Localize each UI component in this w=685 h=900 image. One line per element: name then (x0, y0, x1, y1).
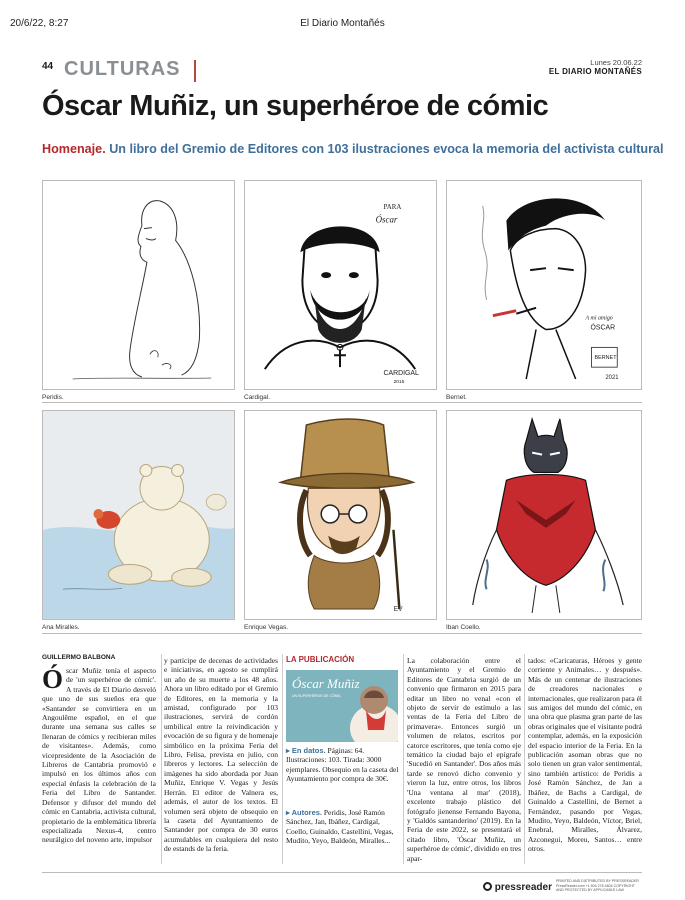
caption-enrique-vegas: Enrique Vegas. (244, 624, 289, 631)
caption-ana-miralles: Ana Miralles. (42, 624, 80, 631)
body-column-1 (42, 666, 156, 866)
issue-date: Lunes 20.06.22 (590, 58, 642, 67)
body-column-2 (164, 656, 278, 866)
body-column-5-text: tados: «Caricaturas, Héroes y gente corriente y Animales… y después». Más de un centenar de ilustraciones de creadores nacionales e internacionales, que realizaron para él sus amigos del mundo del cómic, en una obra que plasma gran parte de las obras originales que el visitante podrá contemplar, además, en la exposición del espacio interior de la Feria. En la publicación asoman obras que no solo tienen un gran valor sentimental, sino también artístico: de Peridis a José Ramón Sánchez, de Jan a Ibáñez, de Bachs a Cardigal, de Guinaldo a Castellini, de Bernet a Fernández, pasando por Vegas, Mudito, Yeyo, Baldeón, Víctor, Briel, Enebral, Miralles, Álvarez, Azconegui, Moreu, Santos… entre otros. (528, 656, 642, 854)
pressreader-label: pressreader (494, 882, 552, 893)
sidebar-title: LA PUBLICACIÓN (286, 655, 355, 664)
print-header (0, 0, 685, 32)
artist-year: 2021 (605, 375, 619, 382)
page-number: 44 (42, 61, 54, 72)
body-column-4 (407, 656, 521, 866)
polar-bears-watercolor (43, 411, 234, 619)
sidebar-data-label: ▸ En datos. (286, 746, 326, 755)
column-rule (403, 654, 404, 864)
peridis-sketch (43, 181, 234, 389)
masthead: EL DIARIO MONTAÑÉS (548, 67, 642, 76)
headline: Óscar Muñiz, un superhéroe de cómic (42, 90, 549, 122)
pressreader-notice: PRINTED AND DISTRIBUTED BY PRESSREADER PressReader.com +1 604 278 4604 COPYRIGHT AND PROTECTED BY APPLICABLE LAW (556, 879, 640, 892)
bottom-rule (42, 872, 642, 873)
bernet-portrait (447, 181, 641, 389)
illustration-bernet (446, 180, 642, 390)
photo-separator-bottom (42, 633, 642, 634)
dedication-2: Óscar (375, 214, 398, 225)
section-name: CULTURAS (64, 58, 181, 80)
caption-peridis: Peridis. (42, 394, 64, 401)
kicker: Homenaje. (42, 142, 106, 156)
byline: GUILLERMO BALBONA (42, 654, 116, 661)
book-cover-subtitle: UN SUPERHÉROE DE CÓMIC (292, 694, 342, 698)
pressreader-icon (483, 882, 492, 891)
print-datetime: 20/6/22, 8:27 (10, 18, 69, 29)
illustration-ana-miralles (42, 410, 235, 620)
book-cover-title: Óscar Muñiz (292, 676, 360, 691)
illustration-iban-coello (446, 410, 642, 620)
book-cover (286, 670, 398, 742)
footer (42, 876, 642, 898)
body-column-1-text: scar Muñiz tenía el aspecto de 'un superhéroe de cómic'. A través de El Diario desveló que uno de sus sueños era que «Santander se convirtiera en un Angoulême español, en el que durante una semana sus calles se llenaran de cómics y recibieran miles de visitantes». Además, como vicepresidente de la Asociación de Libreros de Cantabria promovió e impulsó en los últimos años con especial énfasis la celebración de la Feria del Libro de Santander. Defensor y difusor del mundo del cómic en Cantabria, activista cultural, propietario de la emblemática librería especializada Nexus-4, centro neurálgico del noveno arte, impulsor (42, 666, 156, 845)
body-column-2-text: y partícipe de decenas de actividades e iniciativas, en agosto se cumplirá un año de su muerte a los 48 años. Ahora un libro editado por el Gremio de Editores, en la memoria y la amistad, configurado por 103 ilustraciones, servirá de cordón umbilical entre la reivindicación y evocación de su figura y de homenaje simbólico en la próxima Feria del Libro, Felisa, prevista en julio, con libreros y lectores. La selección de imágenes ha sido abordada por Juan Muñiz, Enrique V. Vegas y Jesús Herrán. El editor de Valnera es, además, el autor de los textos. El volumen será objeto de obsequio en la caseta del Ayuntamiento de Santander por compra de 30 euros acumulables en cualquiera del resto de estands de la feria. (164, 656, 278, 854)
column-rule (282, 654, 283, 864)
illustration-cardigal (244, 180, 437, 390)
artist-signature: BERNET (594, 355, 617, 362)
cardigal-portrait (245, 181, 436, 389)
sidebar-authors-label: ▸ Autores. (286, 808, 322, 817)
dedication-2: ÓSCAR (590, 324, 616, 332)
caption-bernet: Bernet. (446, 394, 467, 401)
artist-year: 2015 (393, 379, 405, 385)
top-hat-caricature (245, 411, 436, 619)
sidebar-authors (286, 808, 400, 846)
batman-beyond-sketch (447, 411, 641, 619)
photo-separator-top (42, 402, 642, 403)
drop-cap: Ó (42, 664, 64, 694)
illustration-enrique-vegas (244, 410, 437, 620)
artist-signature: CARDIGAL (383, 370, 419, 378)
section-bar (42, 58, 642, 86)
subheadline (42, 142, 664, 156)
dedication-1: A mi amigo (585, 315, 613, 322)
sidebar-authors-text: Peridis, José Ramón Sánchez, Jan, Ibáñez, Cardigal, Coello, Guinaldo, Castellini, Vegas, Mudito, Yeyo, Baldeón, Miralles... (286, 808, 394, 846)
body-column-5 (528, 656, 642, 866)
sidebar-data (286, 746, 400, 784)
caption-cardigal: Cardigal. (244, 394, 271, 401)
pressreader-logo[interactable] (483, 882, 552, 893)
column-rule (161, 654, 162, 864)
illustration-peridis (42, 180, 235, 390)
body-column-4-text: La colaboración entre el Ayuntamiento y el Gremio de Editores de Cantabria surgió de un convenio que firmaron en 2015 para editar un libro no venal «con el objeto de servir de estímulo a las ventas de la Feria del Libro de primavera». Entonces surgió un volumen de relatos, escritos por catorce escritores, que tenía como eje temático la ciudad bajo el epígrafe 'Sucedió en Santander'. Dos años más tarde se renovó dicho convenio y vieron la luz, entre otros, los libros 'Una ventana al mar' (2018), excelente trabajo plástico del fotógrafo jienense Fernando Bayona, y 'Galdós santanderino' (2019). En la Feria de este 2022, se presentará el citado libro, 'Óscar Muñiz, un superhéroe de cómic', dividido en tres apar- (407, 656, 521, 863)
sidebar-data-text: Páginas: 64. Ilustraciones: 103. Tirada: 3000 ejemplares. Obsequio en la caseta del Ayuntamiento por compra de 30€. (286, 746, 399, 784)
artist-signature: EV (393, 605, 403, 613)
caption-iban-coello: Iban Coello. (446, 624, 481, 631)
subhead-text: Un libro del Gremio de Editores con 103 ilustraciones evoca la memoria del activista cultural (105, 142, 664, 156)
column-rule (524, 654, 525, 864)
dedication-1: PARA (383, 203, 402, 211)
print-title: El Diario Montañés (300, 18, 385, 29)
section-divider (194, 60, 196, 82)
